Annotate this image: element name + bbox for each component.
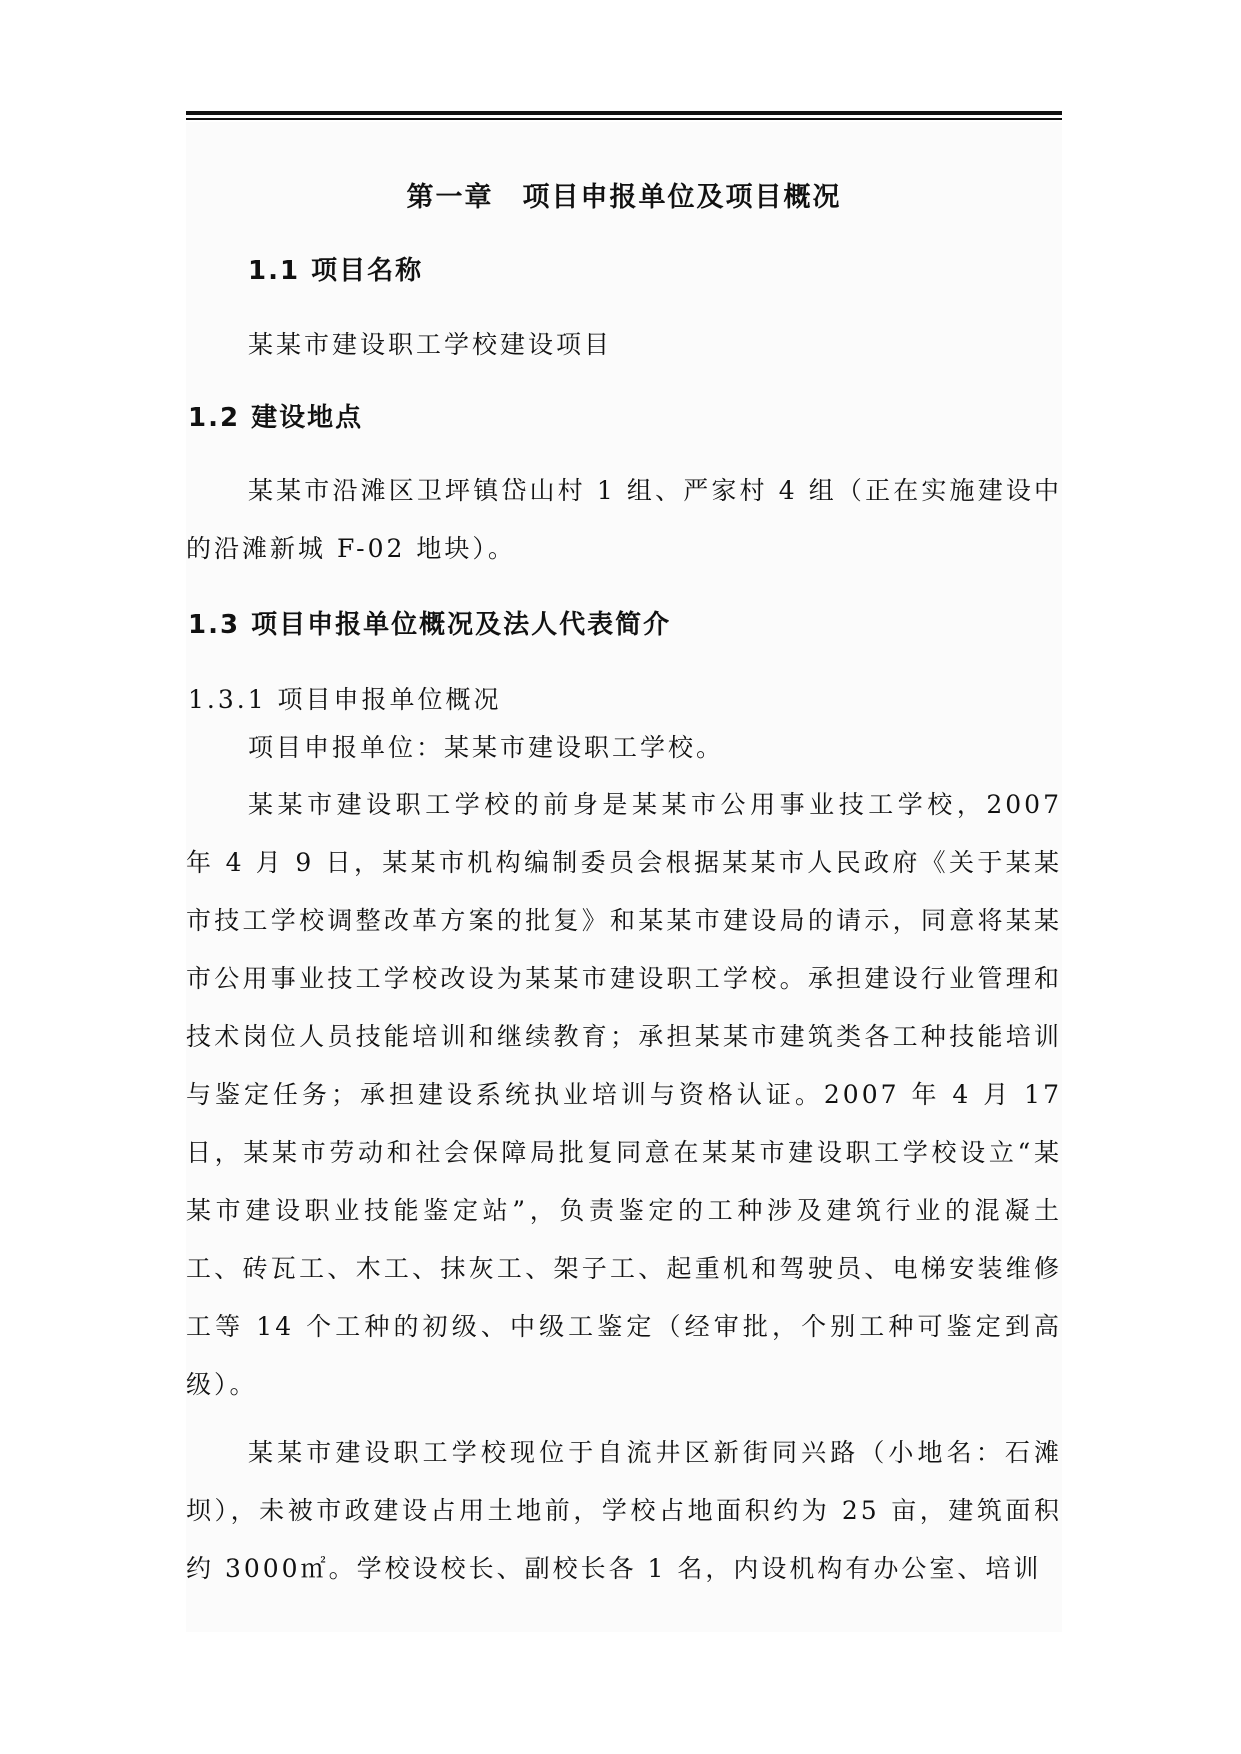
chapter-title: 第一章 项目申报单位及项目概况 (406, 182, 842, 213)
header-rule-thick (186, 111, 1062, 115)
section-body-1-1: 某某市建设职工学校建设项目 (248, 330, 613, 359)
paragraph-location: 某某市建设职工学校现位于自流井区新街同兴路（小地名：石滩坝），未被市政建设占用土地前，学校占地面积约为 25 亩，建筑面积约 3000㎡。学校设校长、副校长各 1 名，内设机构有办公室、培训 (186, 1438, 1062, 1583)
subsection-heading-1-3-1: 1.3.1 项目申报单位概况 (188, 685, 502, 714)
paragraph-applicant: 项目申报单位：某某市建设职工学校。 (248, 733, 725, 762)
paragraph-history: 某某市建设职工学校的前身是某某市公用事业技工学校，2007 年 4 月 9 日，某某市机构编制委员会根据某某市人民政府《关于某某市技工学校调整改革方案的批复》和某某市建设局的请示，同意将某某市公用事业技工学校改设为某某市建设职工学校。承担建设行业管理和技术岗位人员技能培训和继续教育；承担某某市建筑类各工种技能培训与鉴定任务；承担建设系统执业培训与资格认证。2007 年 4 月 17 日，某某市劳动和社会保障局批复同意在某某市建设职工学校设立“某某市建设职业技能鉴定站”，负责鉴定的工种涉及建筑行业的混凝土工、砖瓦工、木工、抹灰工、架子工、起重机和驾驶员、电梯安装维修工等 14 个工种的初级、中级工鉴定（经审批，个别工种可鉴定到高级）。 (186, 790, 1062, 1399)
section-heading-1-3: 1.3 项目申报单位概况及法人代表简介 (188, 610, 672, 640)
header-rule-thin (186, 118, 1062, 120)
section-body-1-2: 某某市沿滩区卫坪镇岱山村 1 组、严家村 4 组（正在实施建设中的沿滩新城 F-02 地块）。 (186, 476, 1062, 563)
section-heading-1-1: 1.1 项目名称 (248, 256, 424, 286)
section-heading-1-2: 1.2 建设地点 (188, 403, 364, 433)
